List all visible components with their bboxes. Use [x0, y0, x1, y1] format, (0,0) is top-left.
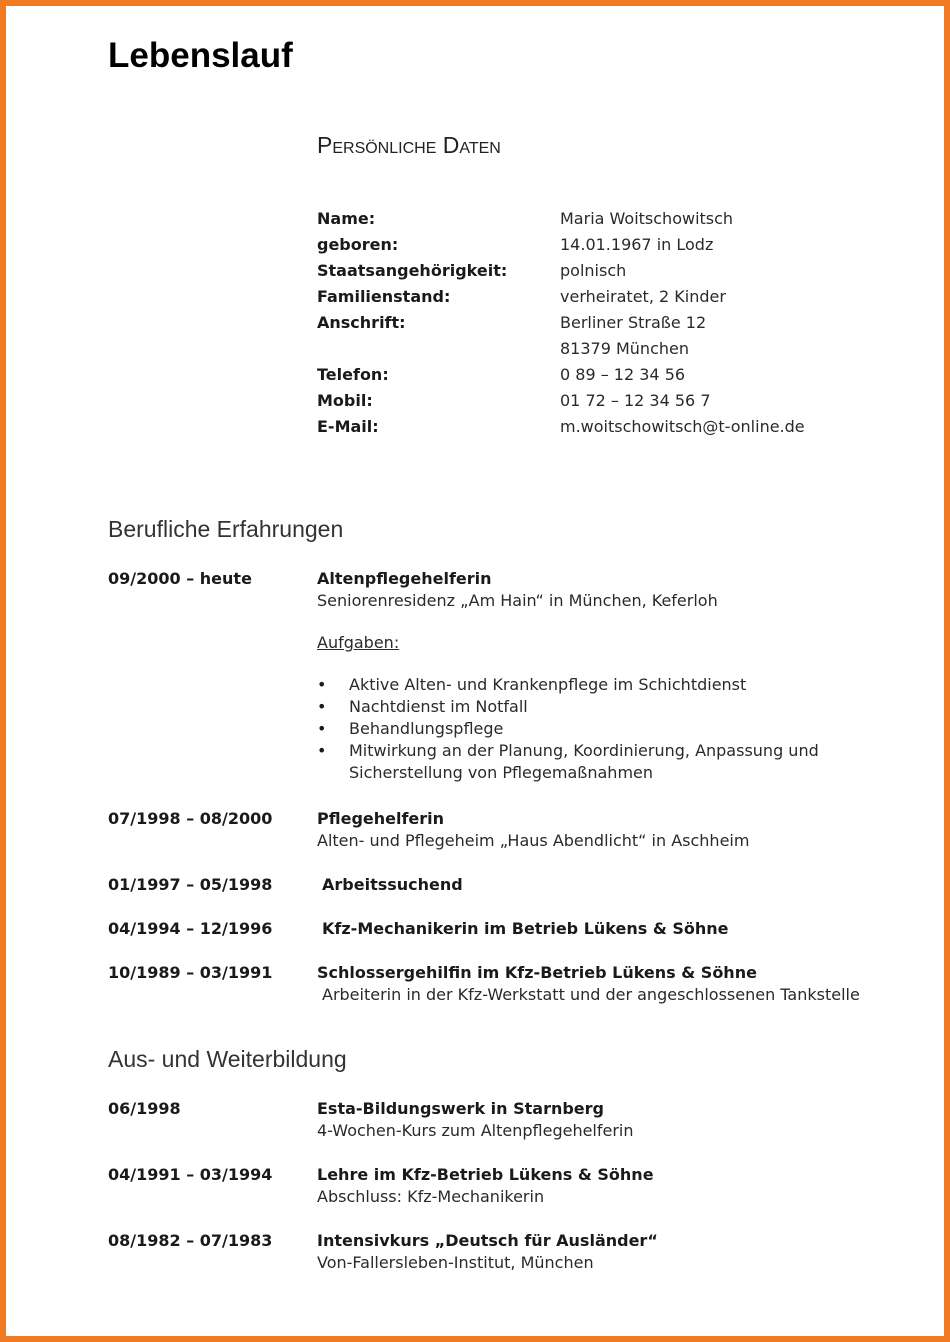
personal-row-marital-status: [317, 284, 805, 310]
field-label: Mobil:: [317, 391, 373, 410]
field-value: polnisch: [560, 261, 627, 280]
field-label: Familienstand:: [317, 287, 451, 306]
personal-row-email: [317, 414, 805, 440]
entry-body: [317, 1230, 897, 1274]
entry-date: 07/1998 – 08/2000: [108, 809, 273, 828]
entry-body: [317, 808, 897, 852]
entry-date: 10/1989 – 03/1991: [108, 963, 273, 982]
entry-date: 08/1982 – 07/1983: [108, 1231, 273, 1250]
entry-body: [317, 918, 902, 940]
task-item: • Aktive Alten- und Krankenpflege im Schichtdienst: [317, 674, 897, 696]
entry-description: Alten- und Pflegeheim „Haus Abendlicht“ in Aschheim: [317, 831, 750, 850]
task-item: • Behandlungspflege: [317, 718, 897, 740]
personal-row-address-city: [317, 336, 805, 362]
field-label: Telefon:: [317, 365, 389, 384]
field-value: 01 72 – 12 34 56 7: [560, 391, 711, 410]
entry-body: [317, 874, 902, 896]
entry-title: Lehre im Kfz-Betrieb Lükens & Söhne: [317, 1165, 654, 1184]
entry-date: 06/1998: [108, 1099, 181, 1118]
entry-description: Abschluss: Kfz-Mechanikerin: [317, 1187, 545, 1206]
personal-row-nationality: [317, 258, 805, 284]
entry-title: Intensivkurs „Deutsch für Ausländer“: [317, 1231, 658, 1250]
entry-title: Kfz-Mechanikerin im Betrieb Lükens & Söhne: [322, 919, 729, 938]
personal-row-birth: [317, 232, 805, 258]
personal-row-phone: [317, 362, 805, 388]
task-item: • Nachtdienst im Notfall: [317, 696, 897, 718]
field-label: [317, 336, 560, 362]
experience-heading: Berufliche Erfahrungen: [108, 516, 344, 542]
entry-body: [317, 962, 897, 1006]
field-value: m.woitschowitsch@t-online.de: [560, 417, 805, 436]
education-heading: Aus- und Weiterbildung: [108, 1046, 347, 1072]
entry-title: Schlossergehilfin im Kfz-Betrieb Lükens & Söhne: [317, 963, 757, 982]
entry-title: Altenpflegehelferin: [317, 569, 492, 588]
field-value: Berliner Straße 12: [560, 313, 707, 332]
entry-description: Seniorenresidenz „Am Hain“ in München, Keferloh: [317, 591, 718, 610]
field-value: verheiratet, 2 Kinder: [560, 287, 726, 306]
entry-date: 09/2000 – heute: [108, 569, 252, 588]
field-label: Name:: [317, 209, 376, 228]
entry-date: 04/1991 – 03/1994: [108, 1165, 273, 1184]
entry-description: Arbeiterin in der Kfz-Werkstatt und der angeschlossenen Tankstelle: [322, 985, 860, 1004]
entry-body: [317, 1098, 897, 1142]
entry-title: Esta-Bildungswerk in Starnberg: [317, 1099, 604, 1118]
field-label: Staatsangehörigkeit:: [317, 261, 508, 280]
field-label: geboren:: [317, 235, 399, 254]
tasks-list: [317, 674, 897, 784]
personal-data-table: [317, 206, 805, 440]
personal-row-address: [317, 310, 805, 336]
personal-row-mobile: [317, 388, 805, 414]
field-label: E-Mail:: [317, 417, 379, 436]
entry-description: Von-Fallersleben-Institut, München: [317, 1253, 594, 1272]
task-item: • Mitwirkung an der Planung, Koordinierung, Anpassung und Sicherstellung von Pflegemaßnahmen: [317, 740, 897, 784]
entry-description: 4-Wochen-Kurs zum Altenpflegehelferin: [317, 1121, 634, 1140]
field-value: Maria Woitschowitsch: [560, 209, 734, 228]
entry-date: 04/1994 – 12/1996: [108, 919, 273, 938]
field-label: Anschrift:: [317, 313, 406, 332]
entry-body: [317, 1164, 897, 1208]
personal-row-name: [317, 206, 805, 232]
field-value: 0 89 – 12 34 56: [560, 365, 686, 384]
document-title: Lebenslauf: [108, 36, 293, 75]
entry-title: Arbeitssuchend: [322, 875, 463, 894]
field-value: 14.01.1967 in Lodz: [560, 235, 714, 254]
entry-body: [317, 568, 897, 784]
tasks-label: Aufgaben:: [317, 633, 400, 652]
entry-title: Pflegehelferin: [317, 809, 445, 828]
entry-date: 01/1997 – 05/1998: [108, 875, 273, 894]
field-value: 81379 München: [560, 339, 689, 358]
personal-data-heading: Persönliche Daten: [317, 132, 501, 158]
